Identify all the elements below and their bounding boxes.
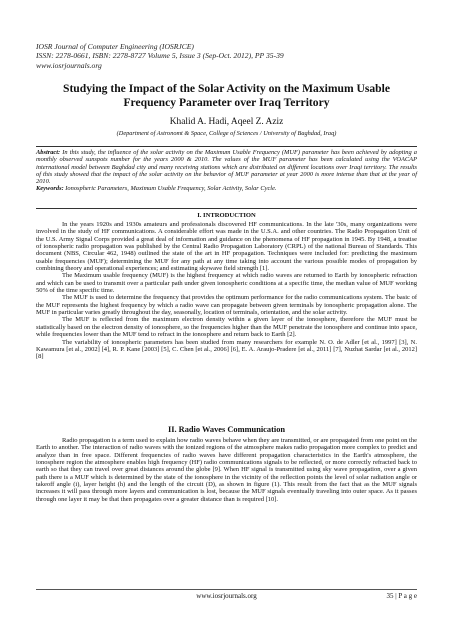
section-heading-introduction: I. INTRODUCTION xyxy=(197,212,256,219)
abstract-label: Abstract: xyxy=(36,149,61,156)
paragraph: The variability of ionospheric parameters has been studied from many researchers for example N. O. de Adler [et al., 1997] [3], N. Kawamura [et al., 2002] [4], R. P. Kane [2003] [5], C. Chen [et al., 2006] [6], E. A. Araujo-Pradere [et al., 2011] [7], Nuzhat Sardar [et al., 2012] [8] xyxy=(36,338,417,361)
keywords-text: Ionospheric Parameters, Maximum Usable Frequency, Solar Activity, Solar Cycle. xyxy=(63,185,277,193)
footer-divider xyxy=(36,589,417,590)
paragraph: The MUF is used to determine the frequency that provides the optimum performance for the radio communications system. The basic of the MUF represents the highest frequency by which a radio wave can propagate between given terminals by ionospheric propagation alone. The MUF in particular varies greatly throughout the day, seasonally, location of terminals, orientation, and the solar activity. xyxy=(36,294,417,317)
paragraph: The Maximum usable frequency (MUF) is the highest frequency at which radio waves are returned to Earth by ionospheric refraction and which can be used to transmit over a particular path under given ionospheric conditions at a specific time, the median value of MUF working 50% of the time specific time. xyxy=(36,272,417,295)
author-affiliation: (Department of Astronomt & Space, College of Sciences / University of Baghdad, Iraq) xyxy=(116,130,337,137)
footer-url[interactable]: www.iosrjournals.org xyxy=(196,592,257,600)
section-heading-radio-waves: II. Radio Waves Communication xyxy=(167,425,286,434)
paragraph: Radio propagation is a term used to explain how radio waves behave when they are transmitted, or are propagated from one point on the Earth to another. The interaction of radio waves with the ionized regions of the atmosphere makes radio propagation more complex to predict and analyze than in free space. Different frequencies of radio waves have different propagation characteristics in the Earth's atmosphere, the ionosphere region the atmosphere enables high frequency (HF) radio communications signals to be reflected, or more correctly refracted back to earth so that they can travel over great distances around the globe [9]. When HF signal is transmitted using sky wave propagation, over a given path there is a MUF which is determined by the state of the ionosphere in the vicinity of the reflection points the level of solar radiation angle or takeoff angle (i), layer height (h) and the length of the circuit (D), as shown in figure (1). This result from the fact that as the MUF signals increases it will pass through more layers and communication is lost, because the MUF signals eventually traveling into outer space. As it passes through one layer it may be that then propagates over a greater distance than is required [10]. xyxy=(36,437,417,503)
abstract-text: In this study, the influence of the solar activity on the Maximum Usable Frequency (MUF) parameter has been achieved by adopting a monthly observed sunspots number for the years 2000 & 2010. The values of the MUF parameter has been calculated using the VOACAP international model between Baghdad city and many receiving stations which are distributed on different locations over Iraqi territory. The results of this study showed that the impact of the solar activity on the behavior of MUF parameter at year 2000 is more intense than that at the year of 2010. xyxy=(36,149,417,185)
abstract xyxy=(36,149,417,185)
radio-waves-body xyxy=(36,437,417,503)
keywords-label: Keywords: xyxy=(36,185,64,193)
keywords xyxy=(36,185,417,192)
journal-issn: ISSN: 2278-0661, ISBN: 2278-8727 Volume 5, Issue 3 (Sep-Oct. 2012), PP 35-39 xyxy=(36,51,284,61)
paper-authors: Khalid A. Hadi, Aqeel Z. Aziz xyxy=(169,117,284,127)
page-number: 35 | P a g e xyxy=(386,592,417,600)
introduction-body xyxy=(36,221,417,361)
paragraph: The MUF is reflected from the maximum electron density within a given layer of the ionosphere, therefore the MUF must be statistically based on the electron density of ionosphere, so the frequencies higher than the MUF penetrate the ionosphere and continue into space, while frequencies lower than the MUF tend to refract in the ionosphere and return back to Earth [2]. xyxy=(36,316,417,339)
abstract-box xyxy=(36,146,417,209)
paragraph: In the years 1920s and 1930s amateurs and professionals discovered HF communications. In the late '30s, many organizations were involved in the study of HF communications. A considerable effort was made in the U.S.A. and other countries. The Radio Propagation Unit of the U.S. Army Signal Corps provided a great deal of information and guidance on the phenomena of HF propagation in 1945. By 1948, a treatise of ionospheric radio propagation was published by the Central Radio Propagation Laboratory (CRPL) of the national Bureau of Standards. This document (NBS, Circular 462, 1948) outlined the state of the art in HF propagation. Techniques were included for: predicting the maximum usable frequencies (MUF); determining the MUF for any path at any time taking into account the various possible modes of propagation by combining theory and operational experiences; and estimating skywave field strength [1]. xyxy=(36,221,417,273)
journal-website: www.iosrjournals.org xyxy=(36,60,102,70)
journal-name: IOSR Journal of Computer Engineering (IOSRJCE) xyxy=(36,42,194,51)
journal-header xyxy=(36,42,416,70)
paper-title: Studying the Impact of the Solar Activity on the Maximum Usable Frequency Parameter over Iraq Territory xyxy=(63,82,390,109)
